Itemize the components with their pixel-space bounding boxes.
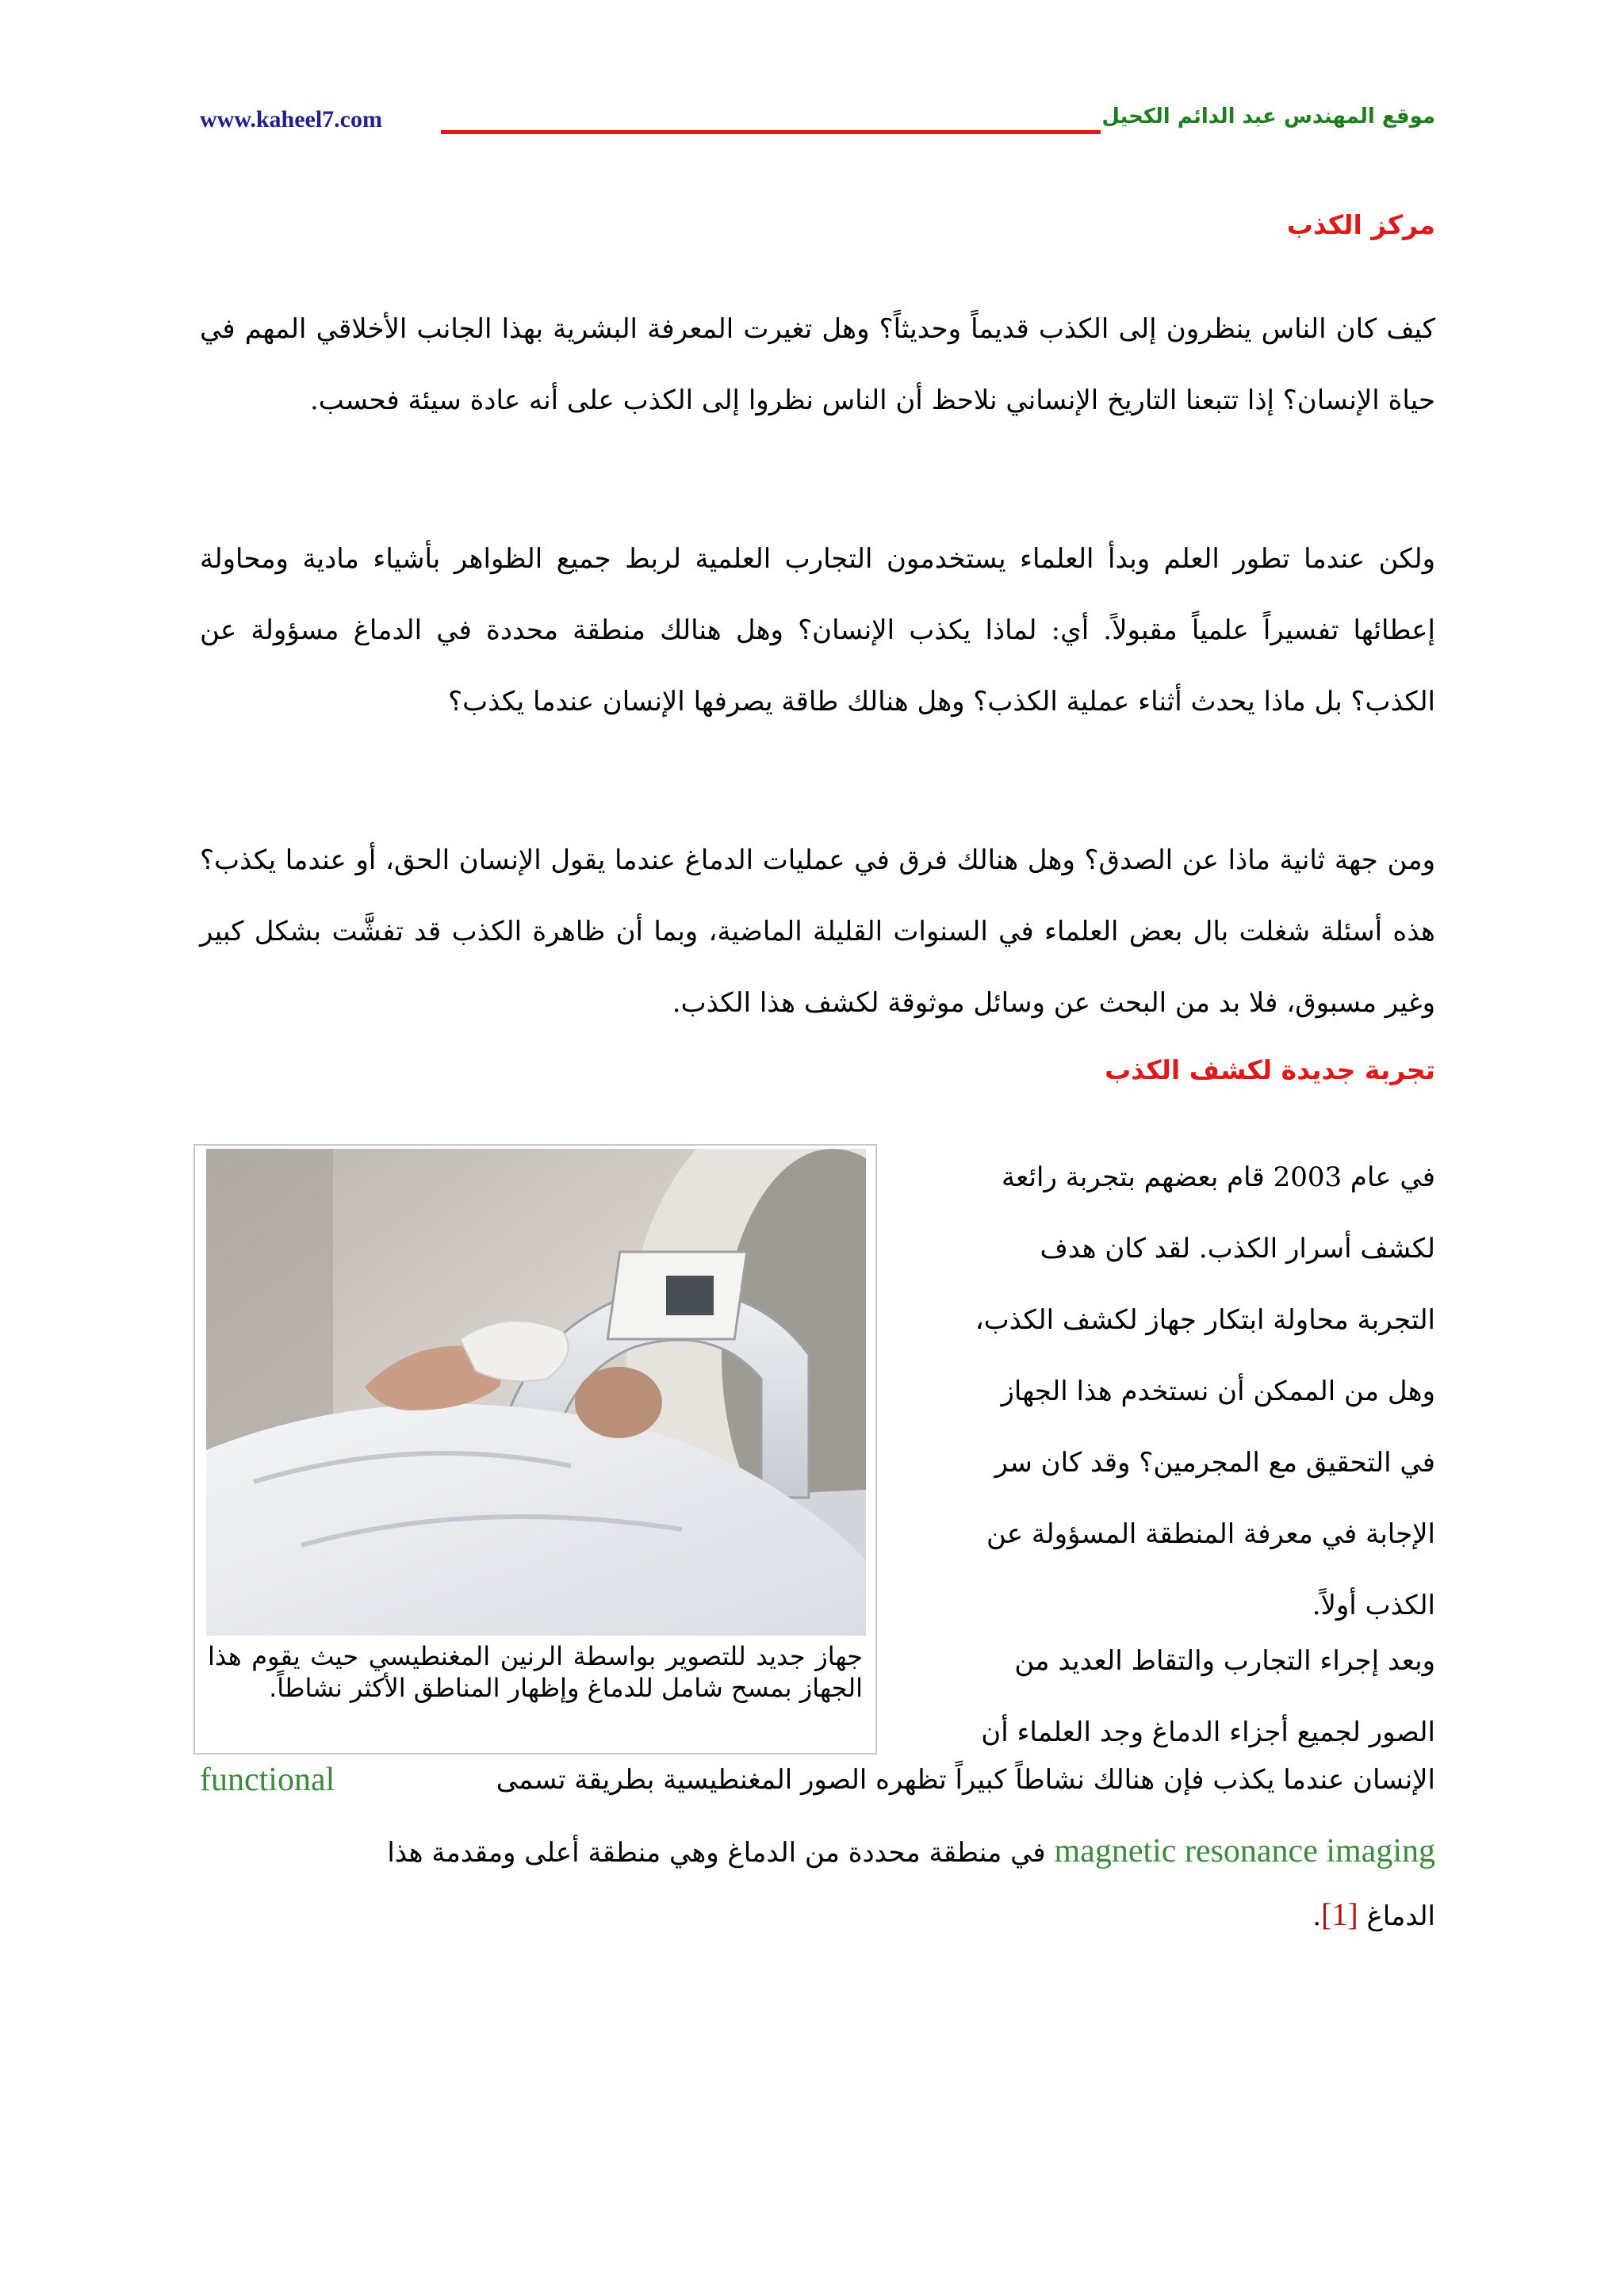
figure-box bbox=[193, 1144, 877, 1755]
section-heading-new-experiment: تجربة جديدة لكشف الكذب bbox=[1105, 1054, 1435, 1085]
site-owner-title: موقع المهندس عبد الدائم الكحيل bbox=[1101, 105, 1435, 128]
line-text: الإنسان عندما يكذب فإن هنالك نشاطاً كبيراً تظهره الصور المغنطيسية بطريقة تسمى bbox=[496, 1764, 1435, 1796]
end-punctuation: . bbox=[1312, 1900, 1322, 1932]
paragraph-5-line-2 bbox=[200, 1816, 1435, 1888]
term-mri: magnetic resonance imaging bbox=[1054, 1833, 1435, 1869]
line-text: الدماغ bbox=[1366, 1900, 1435, 1932]
paragraph-3: ومن جهة ثانية ماذا عن الصدق؟ وهل هنالك فرق في عمليات الدماغ عندما يقول الإنسان الحق، أو عندما يكذب؟ هذه أسئلة شغلت بال بعض العلماء في السنوات القليلة الماضية، وبما أن ظاهرة الكذب قد تفشَّت بشكل كبير وغير مسبوق، فلا بد من البحث عن وسائل موثوقة لكشف هذا الكذب. bbox=[200, 844, 1435, 1019]
term-functional: functional bbox=[200, 1762, 335, 1798]
mri-scanner-photo bbox=[206, 1149, 866, 1636]
paragraph-4-column: في عام 2003 قام بعضهم بتجربة رائعة لكشف أسرار الكذب. لقد كان هدف التجربة محاولة ابتكار جهاز لكشف الكذب، وهل من الممكن أن نستخدم هذا الجهاز في التحقيق مع المجرمين؟ وقد كان سر الإجابة في معرفة المنطقة المسؤولة عن الكذب أولاً. bbox=[975, 1161, 1435, 1621]
paragraph-5-column: وبعد إجراء التجارب والتقاط العديد من الصور لجميع أجزاء الدماغ وجد العلماء أن bbox=[981, 1645, 1435, 1748]
reference-link[interactable]: [1] bbox=[1321, 1896, 1358, 1932]
line-text: في منطقة محددة من الدماغ وهي منطقة أعلى ومقدمة هذا bbox=[387, 1837, 1046, 1869]
section-heading-lie-center: مركز الكذب bbox=[1286, 209, 1435, 240]
header-rule bbox=[441, 130, 1101, 134]
figure-caption: جهاز جديد للتصوير بواسطة الرنين المغنطيسي حيث يقوم هذا الجهاز بمسح شامل للدماغ وإظهار المناطق الأكثر نشاطاً. bbox=[208, 1641, 863, 1703]
paragraph-1: كيف كان الناس ينظرون إلى الكذب قديماً وحديثاً؟ وهل تغيرت المعرفة البشرية بهذا الجانب الأخلاقي المهم في حياة الإنسان؟ إذا تتبعنا التاريخ الإنساني نلاحظ أن الناس نظروا إلى الكذب على أنه عادة سيئة فحسب. bbox=[200, 313, 1435, 416]
paragraph-5-line-3 bbox=[200, 1879, 1435, 1952]
site-url[interactable]: www.kaheel7.com bbox=[200, 106, 382, 132]
paragraph-5-line-1 bbox=[200, 1744, 1435, 1816]
paragraph-2: ولكن عندما تطور العلم وبدأ العلماء يستخدمون التجارب العلمية لربط جميع الظواهر بأشياء مادية ومحاولة إعطائها تفسيراً علمياً مقبولاً. أي: لماذا يكذب الإنسان؟ وهل هنالك منطقة محددة في الدماغ مسؤولة عن الكذب؟ بل ماذا يحدث أثناء عملية الكذب؟ وهل هنالك طاقة يصرفها الإنسان عندما يكذب؟ bbox=[200, 543, 1435, 718]
